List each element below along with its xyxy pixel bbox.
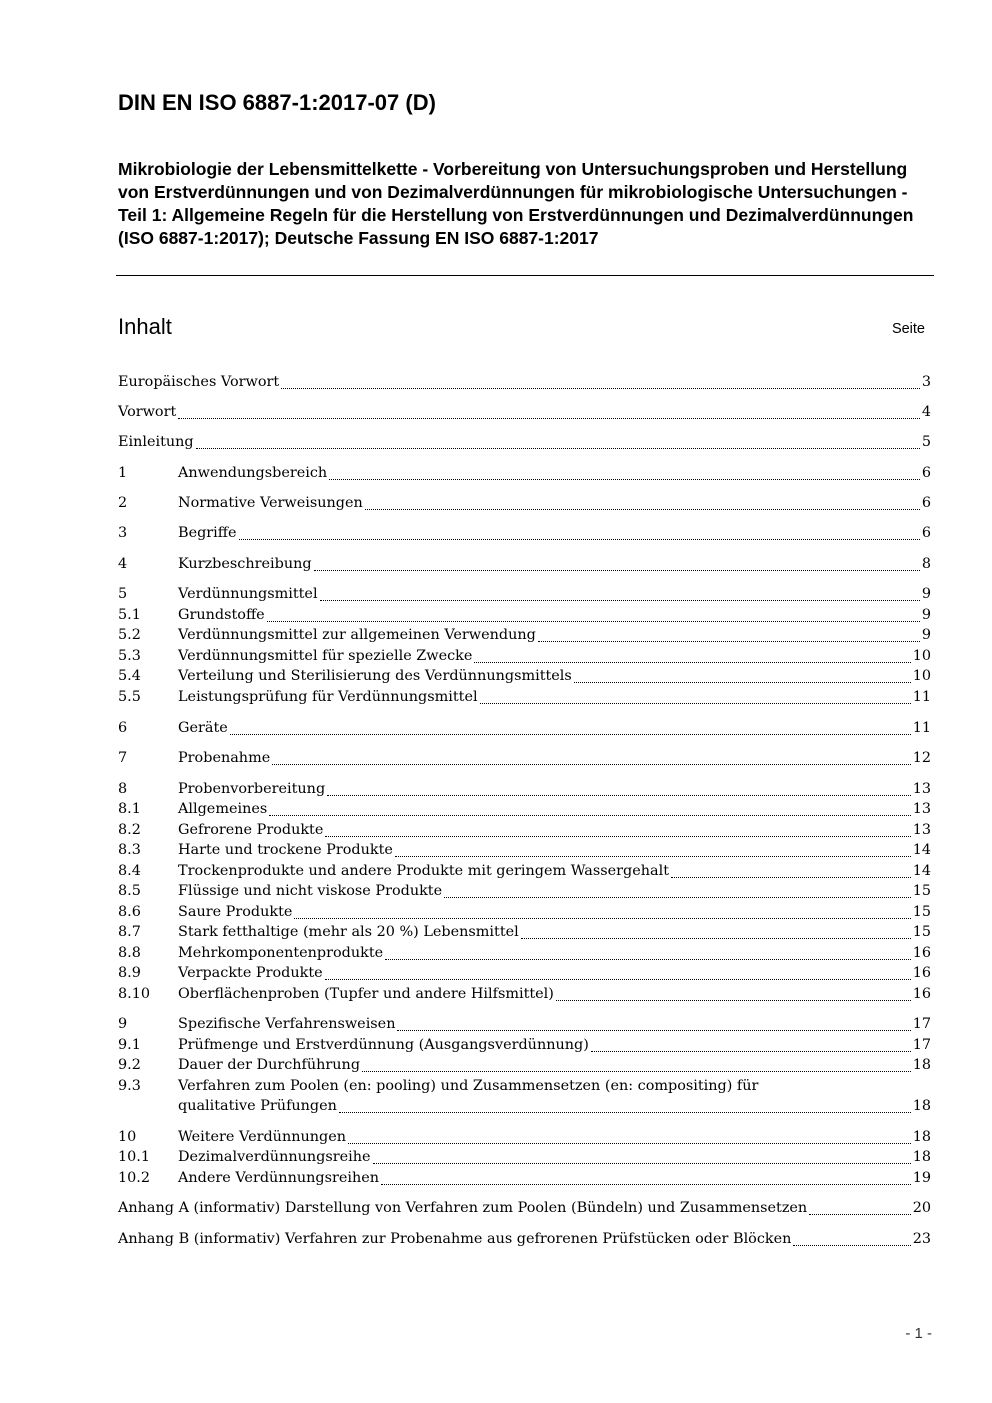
toc-leader-dots xyxy=(538,641,920,642)
toc-entry-page: 16 xyxy=(912,986,931,1002)
toc-entry[interactable] xyxy=(118,648,931,668)
toc-entry-label: Kurzbeschreibung xyxy=(178,556,312,572)
toc-entry[interactable] xyxy=(118,668,931,688)
toc-entry[interactable] xyxy=(118,801,931,821)
toc-entry-label: Vorwort xyxy=(118,404,177,420)
toc-leader-dots xyxy=(348,1143,911,1144)
toc-entry-number: 8.8 xyxy=(118,945,141,961)
toc-entry[interactable] xyxy=(118,1231,931,1251)
toc-leader-dots xyxy=(474,662,910,663)
toc-entry-number: 5.5 xyxy=(118,689,141,705)
toc-entry[interactable] xyxy=(118,404,931,424)
toc-entry-page: 18 xyxy=(912,1129,931,1145)
toc-leader-dots xyxy=(178,418,920,419)
toc-leader-dots xyxy=(269,815,910,816)
toc-entry[interactable] xyxy=(118,607,931,627)
toc-entry-page: 14 xyxy=(912,842,931,858)
toc-leader-dots xyxy=(230,734,911,735)
toc-entry-page: 3 xyxy=(921,374,931,390)
toc-entry-number: 5.3 xyxy=(118,648,141,664)
toc-entry[interactable] xyxy=(118,924,931,944)
toc-entry-label: Trockenprodukte und andere Produkte mit geringem Wassergehalt xyxy=(178,863,669,879)
toc-entry-label: Oberflächenproben (Tupfer und andere Hilfsmittel) xyxy=(178,986,554,1002)
toc-entry-number: 3 xyxy=(118,525,128,541)
toc-entry-label: Begriffe xyxy=(178,525,237,541)
toc-entry-label: Europäisches Vorwort xyxy=(118,374,280,390)
toc-leader-dots xyxy=(671,877,911,878)
toc-leader-dots xyxy=(373,1163,911,1164)
toc-entry-number: 8.2 xyxy=(118,822,141,838)
toc-entry-page: 18 xyxy=(912,1057,931,1073)
toc-entry[interactable] xyxy=(118,374,931,394)
toc-entry[interactable] xyxy=(118,689,931,709)
document-title: DIN EN ISO 6887-1:2017-07 (D) xyxy=(118,90,436,115)
toc-leader-dots xyxy=(325,836,910,837)
toc-leader-dots xyxy=(329,479,920,480)
toc-entry[interactable] xyxy=(118,1200,931,1220)
toc-entry-page: 18 xyxy=(912,1098,931,1114)
toc-leader-dots xyxy=(591,1051,911,1052)
toc-entry-page: 5 xyxy=(921,434,931,450)
toc-entry[interactable] xyxy=(118,1170,931,1190)
toc-entry[interactable] xyxy=(118,1078,931,1098)
toc-entry-label: Saure Produkte xyxy=(178,904,293,920)
toc-entry-number: 5.2 xyxy=(118,627,141,643)
toc-entry-label: Harte und trockene Produkte xyxy=(178,842,393,858)
toc-entry-number: 8.10 xyxy=(118,986,151,1002)
toc-leader-dots xyxy=(521,938,911,939)
toc-entry-page: 12 xyxy=(912,750,931,766)
toc-entry-page: 23 xyxy=(912,1231,931,1247)
toc-entry-number: 8.6 xyxy=(118,904,141,920)
toc-entry-label: Verfahren zum Poolen (en: pooling) und Zusammensetzen (en: compositing) für xyxy=(178,1078,759,1094)
toc-leader-dots xyxy=(339,1112,911,1113)
toc-entry-label: Dezimalverdünnungsreihe xyxy=(178,1149,371,1165)
toc-entry-page: 9 xyxy=(921,627,931,643)
toc-entry-number: 8.1 xyxy=(118,801,141,817)
toc-entry-number: 10.1 xyxy=(118,1149,151,1165)
toc-entry-number: 7 xyxy=(118,750,128,766)
toc-entry-page: 4 xyxy=(921,404,931,420)
toc-entry-page: 6 xyxy=(921,495,931,511)
toc-entry[interactable] xyxy=(118,945,931,965)
toc-entry-number: 1 xyxy=(118,465,128,481)
toc-entry-label: Weitere Verdünnungen xyxy=(178,1129,347,1145)
toc-entry[interactable] xyxy=(118,556,931,576)
toc-leader-dots xyxy=(267,621,920,622)
toc-entry-number: 8.3 xyxy=(118,842,141,858)
toc-leader-dots xyxy=(196,448,920,449)
toc-entry[interactable] xyxy=(118,1037,931,1057)
toc-entry-label: Verdünnungsmittel für spezielle Zwecke xyxy=(178,648,473,664)
toc-entry-number: 5.1 xyxy=(118,607,141,623)
toc-entry-page: 14 xyxy=(912,863,931,879)
toc-entry-page: 18 xyxy=(912,1149,931,1165)
toc-leader-dots xyxy=(314,570,920,571)
toc-entry-label: Spezifische Verfahrensweisen xyxy=(178,1016,396,1032)
toc-entry-page: 11 xyxy=(912,720,931,736)
toc-entry-number: 5 xyxy=(118,586,128,602)
toc-entry-page: 6 xyxy=(921,525,931,541)
toc-leader-dots xyxy=(239,539,920,540)
toc-entry[interactable] xyxy=(118,750,931,770)
toc-leader-dots xyxy=(362,1071,911,1072)
toc-entry[interactable] xyxy=(118,1149,931,1169)
toc-entry-label: Grundstoffe xyxy=(178,607,265,623)
toc-entry-number: 4 xyxy=(118,556,128,572)
toc-entry[interactable] xyxy=(118,1057,931,1077)
toc-entry-label: Flüssige und nicht viskose Produkte xyxy=(178,883,443,899)
toc-entry[interactable] xyxy=(118,1129,931,1149)
toc-entry-number: 8.9 xyxy=(118,965,141,981)
toc-entry-label: Geräte xyxy=(178,720,228,736)
toc-entry-label: Prüfmenge und Erstverdünnung (Ausgangsverdünnung) xyxy=(178,1037,589,1053)
toc-entry-label: qualitative Prüfungen xyxy=(178,1098,337,1114)
toc-entry-page: 6 xyxy=(921,465,931,481)
toc-entry-label: Mehrkomponentenprodukte xyxy=(178,945,384,961)
toc-entry-page: 17 xyxy=(912,1037,931,1053)
toc-entry-page: 11 xyxy=(912,689,931,705)
toc-entry-page: 8 xyxy=(921,556,931,572)
toc-entry-label: Verdünnungsmittel xyxy=(178,586,318,602)
toc-entry-number: 9.2 xyxy=(118,1057,141,1073)
toc-entry[interactable] xyxy=(118,627,931,647)
page-number: - 1 - xyxy=(905,1325,932,1342)
toc-leader-dots xyxy=(574,682,911,683)
toc-entry[interactable] xyxy=(118,965,931,985)
toc-entry-page: 15 xyxy=(912,883,931,899)
toc-entry-label: Dauer der Durchführung xyxy=(178,1057,361,1073)
toc-entry-number: 8 xyxy=(118,781,128,797)
toc-entry-number: 10.2 xyxy=(118,1170,151,1186)
toc-leader-dots xyxy=(381,1184,911,1185)
toc-leader-dots xyxy=(325,979,911,980)
toc-leader-dots xyxy=(327,795,911,796)
toc-entry[interactable] xyxy=(118,495,931,515)
toc-entry-page: 19 xyxy=(912,1170,931,1186)
toc-entry[interactable] xyxy=(118,586,931,606)
toc-entry-number: 8.5 xyxy=(118,883,141,899)
toc-entry[interactable] xyxy=(118,842,931,862)
toc-entry-page: 10 xyxy=(912,668,931,684)
toc-entry-label: Normative Verweisungen xyxy=(178,495,363,511)
toc-entry[interactable] xyxy=(118,434,931,454)
toc-entry-page: 13 xyxy=(912,801,931,817)
toc-entry-number: 10 xyxy=(118,1129,137,1145)
toc-leader-dots xyxy=(444,897,911,898)
toc-leader-dots xyxy=(556,1000,911,1001)
toc-entry-number: 8.4 xyxy=(118,863,141,879)
toc-entry[interactable] xyxy=(118,781,931,801)
toc-entry[interactable] xyxy=(118,1016,931,1036)
toc-entry-number: 9 xyxy=(118,1016,128,1032)
toc-leader-dots xyxy=(385,959,911,960)
toc-leader-dots xyxy=(320,600,920,601)
toc-entry-page: 13 xyxy=(912,822,931,838)
toc-leader-dots xyxy=(281,388,920,389)
toc-entry[interactable] xyxy=(118,525,931,545)
toc-leader-dots xyxy=(365,509,920,510)
toc-entry[interactable] xyxy=(118,1098,931,1118)
toc-entry-label: Leistungsprüfung für Verdünnungsmittel xyxy=(178,689,478,705)
toc-leader-dots xyxy=(809,1214,910,1215)
toc-entry[interactable] xyxy=(118,822,931,842)
toc-entry-label: Probenvorbereitung xyxy=(178,781,326,797)
toc-entry-page: 15 xyxy=(912,924,931,940)
toc-entry-label: Gefrorene Produkte xyxy=(178,822,324,838)
toc-leader-dots xyxy=(294,918,910,919)
toc-entry[interactable] xyxy=(118,883,931,903)
toc-entry[interactable] xyxy=(118,904,931,924)
toc-entry-page: 10 xyxy=(912,648,931,664)
toc-leader-dots xyxy=(397,1030,910,1031)
toc-leader-dots xyxy=(272,764,910,765)
toc-entry-page: 20 xyxy=(912,1200,931,1216)
toc-entry-number: 8.7 xyxy=(118,924,141,940)
toc-entry-label: Allgemeines xyxy=(178,801,268,817)
toc-entry-page: 13 xyxy=(912,781,931,797)
toc-entry-label: Anwendungsbereich xyxy=(178,465,328,481)
toc-entry-page: 16 xyxy=(912,965,931,981)
toc-entry-page: 9 xyxy=(921,607,931,623)
toc-leader-dots xyxy=(480,703,911,704)
toc-entry-label: Verdünnungsmittel zur allgemeinen Verwendung xyxy=(178,627,536,643)
toc-entry[interactable] xyxy=(118,986,931,1006)
toc-entry-page: 16 xyxy=(912,945,931,961)
toc-entry-number: 5.4 xyxy=(118,668,141,684)
toc-leader-dots xyxy=(395,856,911,857)
toc-entry[interactable] xyxy=(118,465,931,485)
toc-entry-label: Verpackte Produkte xyxy=(178,965,323,981)
toc-page-column-heading: Seite xyxy=(891,321,925,337)
toc-entry-page: 17 xyxy=(912,1016,931,1032)
toc-entry[interactable] xyxy=(118,720,931,740)
document-subtitle: Mikrobiologie der Lebensmittelkette - Vorbereitung von Untersuchungsproben und Herstellung von Erstverdünnungen und von Dezimalverdünnungen für mikrobiologische Untersuchungen - Teil 1: Allgemeine Regeln für die Herstellung von Erstverdünnungen und Dezimalverdünnungen (ISO 6887-1:2017); Deutsche Fassung EN ISO 6887-1:2017 xyxy=(118,159,914,248)
toc-entry[interactable] xyxy=(118,863,931,883)
toc-entry-number: 9.3 xyxy=(118,1078,141,1094)
toc-entry-label: Einleitung xyxy=(118,434,194,450)
title-divider xyxy=(116,275,934,276)
toc-entry-number: 6 xyxy=(118,720,128,736)
toc-entry-label: Stark fetthaltige (mehr als 20 %) Lebensmittel xyxy=(178,924,519,940)
toc-entry-page: 15 xyxy=(912,904,931,920)
toc-entry-number: 2 xyxy=(118,495,128,511)
toc-entry-label: Anhang B (informativ) Verfahren zur Probenahme aus gefrorenen Prüfstücken oder Blöcken xyxy=(118,1231,792,1247)
toc-entry-label: Verteilung und Sterilisierung des Verdünnungsmittels xyxy=(178,668,572,684)
toc-entry-number: 9.1 xyxy=(118,1037,141,1053)
toc-entry-label: Anhang A (informativ) Darstellung von Verfahren zum Poolen (Bündeln) und Zusammensetzen xyxy=(118,1200,808,1216)
toc-entry-page: 9 xyxy=(921,586,931,602)
toc-entry-label: Andere Verdünnungsreihen xyxy=(178,1170,380,1186)
toc-heading: Inhalt xyxy=(118,314,172,339)
toc-leader-dots xyxy=(793,1245,910,1246)
toc-entry-label: Probenahme xyxy=(178,750,271,766)
